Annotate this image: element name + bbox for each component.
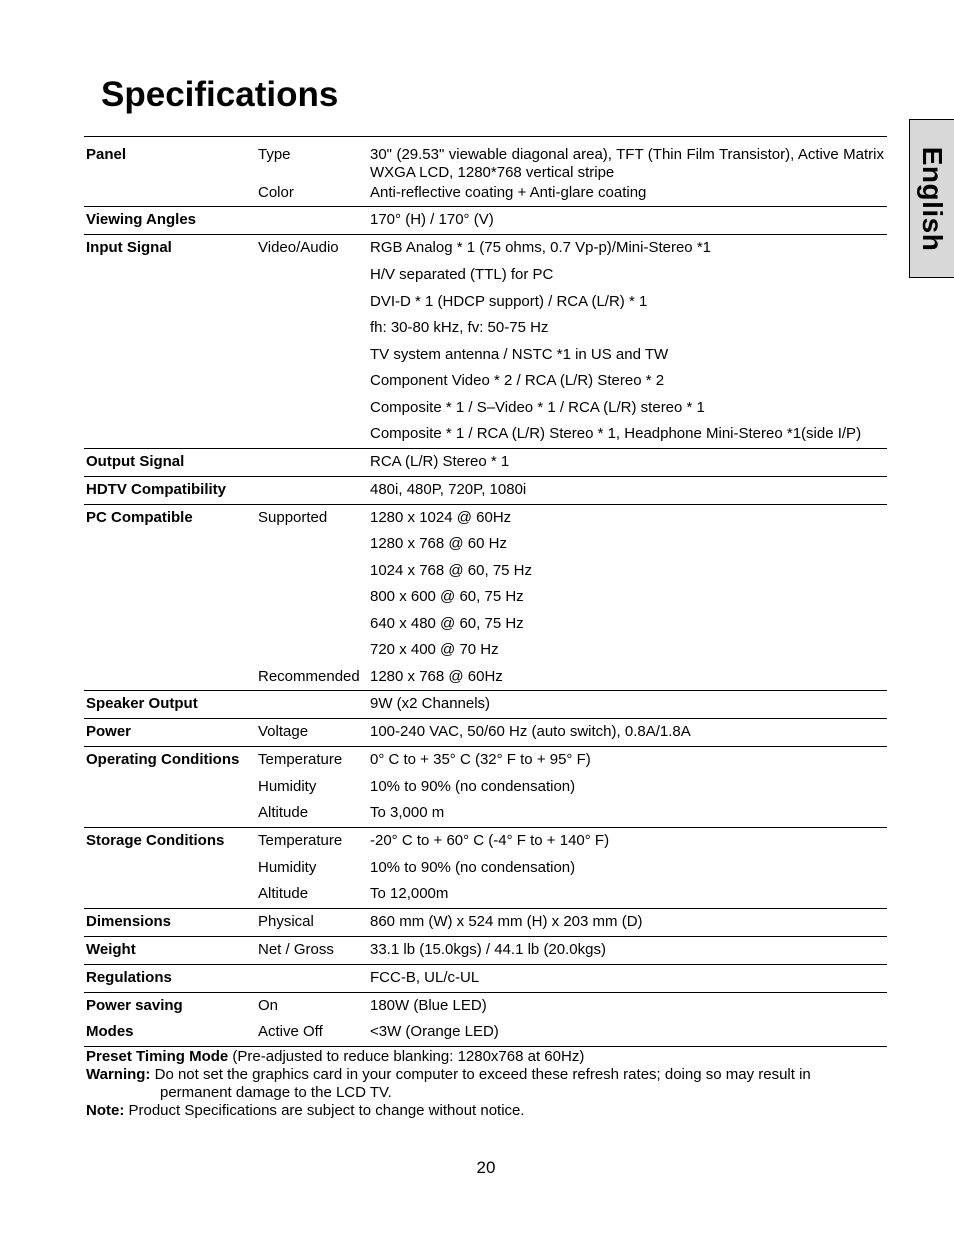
spec-row [84, 235, 887, 262]
spec-label [84, 859, 256, 881]
spec-value: To 12,000m [370, 885, 449, 902]
spec-label [84, 778, 256, 800]
warning-label: Warning: [86, 1066, 151, 1083]
spec-sublabel: Video/Audio [258, 239, 339, 256]
spec-label [84, 425, 256, 448]
spec-sublabel: Active Off [258, 1023, 323, 1040]
spec-sublabel [256, 346, 370, 368]
spec-row [84, 584, 887, 611]
spec-sublabel [256, 425, 370, 448]
spec-row [84, 937, 887, 964]
spec-group [84, 477, 887, 505]
spec-sublabel [256, 211, 370, 234]
spec-label: Panel [86, 146, 127, 163]
spec-group [84, 505, 887, 691]
spec-label: Weight [86, 941, 136, 958]
spec-value: 10% to 90% (no condensation) [370, 859, 576, 876]
spec-value: fh: 30-80 kHz, fv: 50-75 Hz [370, 319, 549, 336]
spec-sublabel [256, 588, 370, 611]
preset-label: Preset Timing Mode [86, 1048, 229, 1065]
spec-label [84, 399, 256, 421]
spec-value: 170° (H) / 170° (V) [370, 211, 494, 228]
spec-sublabel: Altitude [258, 885, 309, 902]
spec-row [84, 531, 887, 558]
spec-row [84, 637, 887, 664]
note-label: Note: [86, 1102, 125, 1119]
spec-label [84, 346, 256, 368]
spec-sublabel [256, 695, 370, 718]
spec-value: 1280 x 768 @ 60 Hz [370, 535, 507, 552]
spec-row [84, 477, 887, 504]
spec-sublabel: On [258, 997, 279, 1014]
spec-row [84, 262, 887, 289]
spec-sublabel [256, 399, 370, 421]
spec-sublabel [256, 535, 370, 558]
spec-value: 640 x 480 @ 60, 75 Hz [370, 615, 524, 632]
spec-sublabel [256, 266, 370, 289]
spec-row [84, 342, 887, 368]
spec-row [84, 181, 887, 206]
spec-sublabel [256, 453, 370, 476]
spec-group [84, 965, 887, 993]
spec-group [84, 909, 887, 937]
spec-row [84, 664, 887, 690]
spec-row [84, 747, 887, 774]
spec-label: HDTV Compatibility [86, 481, 227, 498]
spec-group [84, 235, 887, 449]
note-text: Product Specifications are subject to change without notice. [124, 1102, 525, 1119]
spec-value: To 3,000 m [370, 804, 445, 821]
spec-value: Composite * 1 / RCA (L/R) Stereo * 1, Headphone Mini-Stereo *1(side I/P) [370, 425, 862, 442]
language-tab [909, 119, 954, 278]
spec-row [84, 315, 887, 342]
spec-sublabel: Supported [258, 509, 328, 526]
spec-row [84, 1020, 887, 1046]
spec-group [84, 449, 887, 477]
spec-label: Modes [86, 1023, 134, 1040]
spec-row [84, 289, 887, 315]
spec-row [84, 449, 887, 476]
spec-label [84, 588, 256, 611]
spec-label: Storage Conditions [86, 832, 225, 849]
spec-value: 0° C to + 35° C (32° F to + 95° F) [370, 751, 591, 768]
spec-row [84, 558, 887, 584]
spec-value: DVI-D * 1 (HDCP support) / RCA (L/R) * 1 [370, 293, 648, 310]
spec-group [84, 993, 887, 1047]
spec-value: <3W (Orange LED) [370, 1023, 499, 1040]
spec-label: Operating Conditions [86, 751, 240, 768]
spec-sublabel: Temperature [258, 751, 343, 768]
spec-sublabel: Physical [258, 913, 314, 930]
spec-value: RGB Analog * 1 (75 ohms, 0.7 Vp-p)/Mini-Stereo *1 [370, 239, 712, 256]
spec-row [84, 137, 887, 181]
spec-label: Viewing Angles [86, 211, 197, 228]
spec-sublabel [256, 969, 370, 992]
spec-sublabel [256, 372, 370, 395]
spec-sublabel: Temperature [258, 832, 343, 849]
spec-value: 720 x 400 @ 70 Hz [370, 641, 499, 658]
spec-label: Dimensions [86, 913, 172, 930]
page-number: 20 [476, 1158, 496, 1177]
spec-sublabel [256, 319, 370, 342]
spec-row [84, 993, 887, 1020]
spec-label [84, 562, 256, 584]
spec-sublabel [256, 562, 370, 584]
spec-label: Regulations [86, 969, 172, 986]
spec-sublabel: Humidity [258, 859, 317, 876]
spec-row [84, 421, 887, 448]
page-title: Specifications [101, 75, 339, 114]
spec-value: H/V separated (TTL) for PC [370, 266, 554, 283]
spec-label: Speaker Output [86, 695, 198, 712]
spec-label [84, 266, 256, 289]
spec-row [84, 611, 887, 637]
spec-value: 9W (x2 Channels) [370, 695, 491, 712]
warning-note [86, 1066, 887, 1084]
spec-row [84, 909, 887, 936]
spec-label [84, 372, 256, 395]
notes-section [84, 1047, 887, 1121]
preset-timing-note [86, 1048, 887, 1066]
spec-label: Power saving [86, 997, 183, 1014]
spec-label [84, 668, 256, 690]
spec-value: 33.1 lb (15.0kgs) / 44.1 lb (20.0kgs) [370, 941, 606, 958]
spec-value: 1280 x 768 @ 60Hz [370, 668, 503, 685]
spec-group [84, 207, 887, 235]
spec-label [84, 184, 256, 206]
spec-group [84, 137, 887, 207]
spec-value: FCC-B, UL/c-UL [370, 969, 480, 986]
spec-label: Power [86, 723, 132, 740]
spec-sublabel: Voltage [258, 723, 309, 740]
spec-sublabel [256, 615, 370, 637]
spec-value: TV system antenna / NSTC *1 in US and TW [370, 346, 669, 363]
spec-row [84, 505, 887, 531]
spec-value: 100-240 VAC, 50/60 Hz (auto switch), 0.8A/1.8A [370, 723, 691, 740]
spec-value: RCA (L/R) Stereo * 1 [370, 453, 510, 470]
spec-row [84, 368, 887, 395]
spec-row [84, 395, 887, 421]
specifications-table [84, 136, 887, 1121]
spec-change-note [86, 1102, 887, 1120]
spec-label [84, 641, 256, 664]
spec-value: 30" (29.53" viewable diagonal area), TFT (Thin Film Transistor), Active Matrix WXGA LCD, 1280*768 vertical stripe [370, 146, 884, 181]
language-tab-label: English [917, 146, 948, 251]
spec-label [84, 615, 256, 637]
spec-row [84, 800, 887, 827]
spec-sublabel [256, 641, 370, 664]
spec-sublabel [256, 481, 370, 504]
spec-sublabel: Humidity [258, 778, 317, 795]
spec-value: Composite * 1 / S–Video * 1 / RCA (L/R) stereo * 1 [370, 399, 705, 416]
spec-value: 480i, 480P, 720P, 1080i [370, 481, 527, 498]
preset-text: (Pre-adjusted to reduce blanking: 1280x768 at 60Hz) [228, 1048, 585, 1065]
spec-row [84, 881, 887, 908]
spec-value: 1280 x 1024 @ 60Hz [370, 509, 512, 526]
spec-row [84, 965, 887, 992]
spec-group [84, 691, 887, 719]
spec-sublabel: Net / Gross [258, 941, 334, 958]
spec-label [84, 293, 256, 315]
spec-groups [84, 137, 887, 1047]
spec-value: 1024 x 768 @ 60, 75 Hz [370, 562, 532, 579]
spec-row [84, 774, 887, 800]
spec-value: 180W (Blue LED) [370, 997, 487, 1014]
spec-sublabel [256, 293, 370, 315]
spec-label [84, 535, 256, 558]
spec-sublabel: Recommended [258, 668, 360, 685]
spec-sublabel: Color [258, 184, 294, 201]
spec-row [84, 691, 887, 718]
spec-value: 10% to 90% (no condensation) [370, 778, 576, 795]
spec-row [84, 719, 887, 746]
spec-sublabel: Altitude [258, 804, 309, 821]
spec-sublabel: Type [258, 146, 291, 163]
spec-label: Output Signal [86, 453, 185, 470]
warning-text: Do not set the graphics card in your computer to exceed these refresh rates; doing so may result in [150, 1066, 811, 1083]
spec-label [84, 319, 256, 342]
spec-label: PC Compatible [86, 509, 193, 526]
spec-label [84, 804, 256, 827]
spec-value: -20° C to + 60° C (-4° F to + 140° F) [370, 832, 610, 849]
spec-group [84, 937, 887, 965]
spec-value: Anti-reflective coating + Anti-glare coating [370, 184, 647, 201]
spec-row [84, 828, 887, 855]
spec-value: 860 mm (W) x 524 mm (H) x 203 mm (D) [370, 913, 643, 930]
spec-group [84, 719, 887, 747]
spec-group [84, 828, 887, 909]
spec-label [84, 885, 256, 908]
spec-label: Input Signal [86, 239, 172, 256]
spec-value: Component Video * 2 / RCA (L/R) Stereo * 2 [370, 372, 665, 389]
spec-value: 800 x 600 @ 60, 75 Hz [370, 588, 524, 605]
warning-note-continued: permanent damage to the LCD TV. [160, 1084, 392, 1101]
spec-row [84, 207, 887, 234]
spec-row [84, 855, 887, 881]
spec-group [84, 747, 887, 828]
